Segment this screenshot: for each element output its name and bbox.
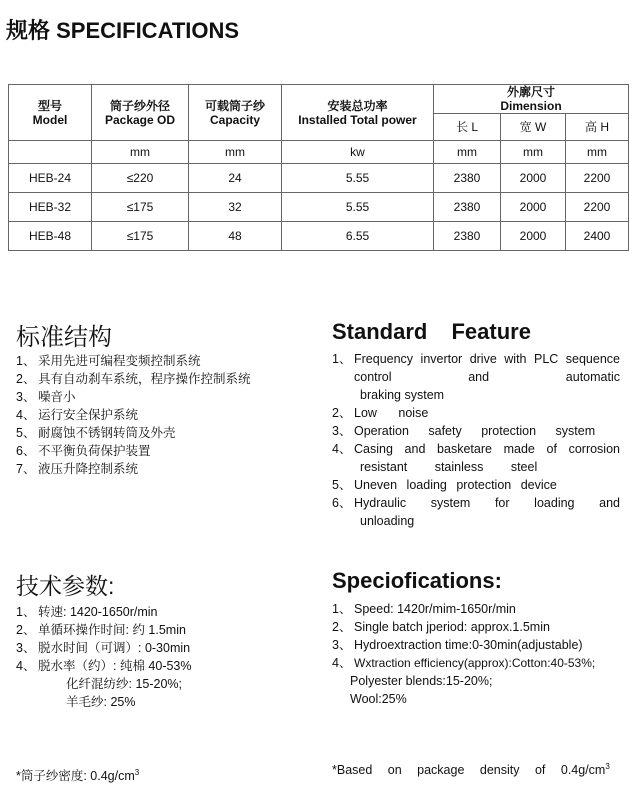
specifications-heading: Speciofications:	[332, 568, 502, 593]
table-cell: HEB-48	[9, 222, 92, 251]
unit-cell: mm	[189, 141, 282, 164]
list-item: 4、 运行安全保护系统	[16, 408, 139, 422]
standard-structure-heading: 标准结构	[16, 324, 112, 351]
list-item-continuation: 化纤混纺纱: 15-20%;	[66, 677, 183, 691]
header-height: 高 H	[566, 114, 629, 141]
table-cell: HEB-24	[9, 164, 92, 193]
technical-parameters-list	[16, 603, 276, 711]
unit-cell: mm	[501, 141, 566, 164]
table-cell: 48	[189, 222, 282, 251]
table-cell: 5.55	[282, 193, 434, 222]
header-model: 型号 Model	[9, 85, 92, 141]
list-item: 1、 转速: 1420-1650r/min	[16, 605, 158, 619]
list-item-continuation: 羊毛纱: 25%	[66, 695, 136, 709]
page-title: 规格 SPECIFICATIONS	[6, 18, 240, 43]
table-cell: 2200	[566, 164, 629, 193]
list-item: 1、 Frequency invertor drive with PLC sequence control and automatic	[332, 352, 620, 384]
table-row	[9, 222, 629, 251]
table-cell: 2400	[566, 222, 629, 251]
list-item-continuation: resistant stainless steel	[360, 460, 538, 474]
table-cell: 6.55	[282, 222, 434, 251]
header-length: 长 L	[434, 114, 501, 141]
list-item: 3、 脱水时间（可调）: 0-30min	[16, 641, 191, 655]
table-cell: 5.55	[282, 164, 434, 193]
unit-cell: mm	[434, 141, 501, 164]
specifications-list	[332, 600, 632, 708]
footnote-cn: *筒子纱密度: $0.4g/cm^3$	[16, 767, 140, 783]
table-row	[9, 164, 629, 193]
table-cell: HEB-32	[9, 193, 92, 222]
standard-feature-heading: Standard Feature	[332, 319, 531, 344]
table-cell: 2380	[434, 164, 501, 193]
header-dimension: 外廓尺寸 Dimension	[434, 85, 629, 114]
units-row	[9, 141, 629, 164]
table-cell: 2000	[501, 164, 566, 193]
list-item: 3、 噪音小	[16, 390, 76, 404]
table-cell: 32	[189, 193, 282, 222]
list-item-continuation: Wool:25%	[350, 692, 407, 706]
unit-cell	[9, 141, 92, 164]
list-item: 2、 单循环操作时间: 约 1.5min	[16, 623, 186, 637]
standard-structure-list	[16, 352, 260, 478]
header-capacity: 可载筒子纱 Capacity	[189, 85, 282, 141]
list-item: 7、 液压升降控制系统	[16, 462, 139, 476]
table-cell: 2380	[434, 222, 501, 251]
table-cell: ≤175	[92, 222, 189, 251]
list-item-continuation: Polyester blends:15-20%;	[350, 674, 493, 688]
list-item: 1、 采用先进可编程变频控制系统	[16, 354, 201, 368]
unit-cell: mm	[566, 141, 629, 164]
list-item-continuation: braking system	[360, 388, 445, 402]
table-cell: 2380	[434, 193, 501, 222]
technical-parameters-heading: 技术参数:	[16, 573, 115, 599]
table-cell: 2200	[566, 193, 629, 222]
list-item: 5、 耐腐蚀不锈钢转筒及外壳	[16, 426, 176, 440]
unit-cell: kw	[282, 141, 434, 164]
list-item: 6、 Hydraulic system for loading and	[332, 496, 620, 510]
header-package-od: 筒子纱外径 Package OD	[92, 85, 189, 141]
table-cell: 2000	[501, 222, 566, 251]
list-item: 1、 Speed: 1420r/mim-1650r/min	[332, 602, 516, 616]
table-cell: 24	[189, 164, 282, 193]
list-item-continuation: unloading	[360, 514, 415, 528]
list-item: 6、 不平衡负荷保护装置	[16, 444, 151, 458]
footnote-en: *Based on package density of $0.4g/cm^3$	[332, 762, 610, 778]
list-item: 3、 Hydroextraction time:0-30min(adjustable)	[332, 638, 583, 652]
list-item: 4、 脱水率（约）: 纯棉 40-53%	[16, 659, 192, 673]
standard-feature-list	[332, 350, 620, 530]
table-cell: ≤175	[92, 193, 189, 222]
list-item: 4、 Wxtraction efficiency(approx):Cotton:40-53%;	[332, 656, 596, 670]
list-item: 2、 具有自动刹车系统，程序操作控制系统	[16, 372, 251, 386]
table-cell: ≤220	[92, 164, 189, 193]
list-item: 2、 Low noise	[332, 406, 429, 420]
list-item: 4、 Casing and basketare made of corrosion	[332, 442, 620, 456]
header-installed-power: 安装总功率 Installed Total power	[282, 85, 434, 141]
list-item: 3、 Operation safety protection system	[332, 424, 596, 438]
unit-cell: mm	[92, 141, 189, 164]
specifications-table	[8, 84, 629, 251]
list-item: 5、 Uneven loading protection device	[332, 478, 557, 492]
table-row	[9, 193, 629, 222]
list-item: 2、 Single batch jperiod: approx.1.5min	[332, 620, 550, 634]
table-cell: 2000	[501, 193, 566, 222]
header-width: 宽 W	[501, 114, 566, 141]
